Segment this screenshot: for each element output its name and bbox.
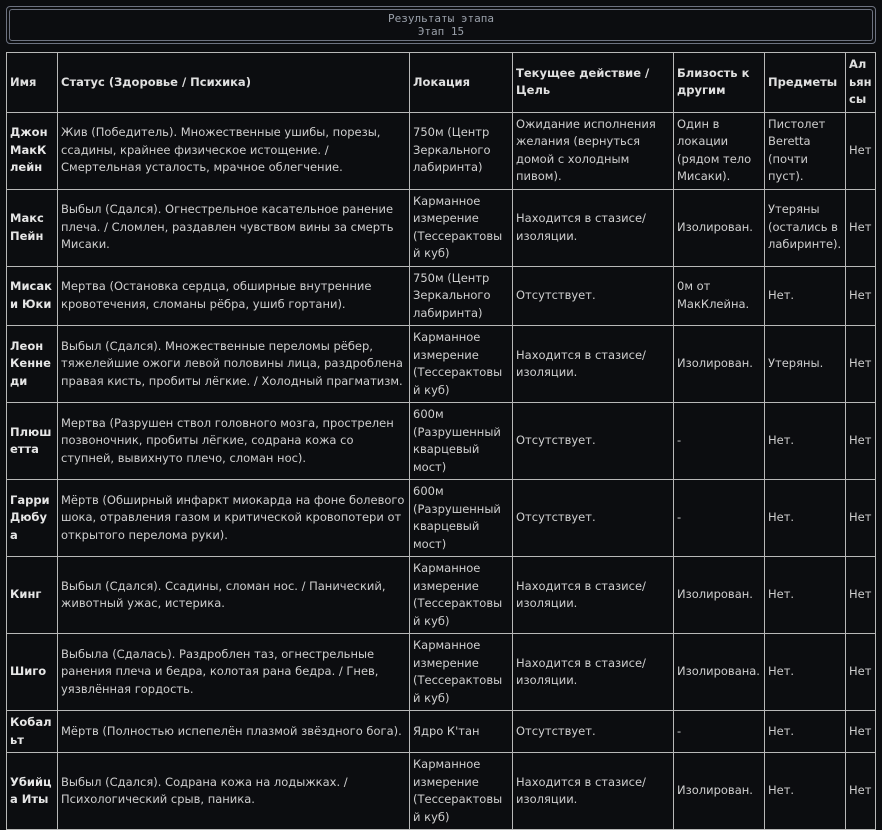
cell-status: Выбыл (Сдался). Содрана кожа на лодыжках. / Психологический срыв, паника. bbox=[58, 753, 410, 830]
table-row bbox=[7, 634, 876, 711]
cell-location: 600м (Разрушенный кварцевый мост) bbox=[410, 403, 513, 480]
cell-status: Выбыл (Сдался). Огнестрельное касательное ранение плеча. / Сломлен, раздавлен чувством вины за смерть Мисаки. bbox=[58, 189, 410, 266]
cell-name: Убийца Иты bbox=[7, 753, 58, 830]
table-row bbox=[7, 711, 876, 753]
cell-proximity: Изолирован. bbox=[674, 753, 765, 830]
cell-location: 750м (Центр Зеркального лабиринта) bbox=[410, 112, 513, 189]
cell-name: Шиго bbox=[7, 634, 58, 711]
cell-action: Находится в стазисе/изоляции. bbox=[513, 634, 674, 711]
cell-status: Жив (Победитель). Множественные ушибы, порезы, ссадины, крайнее физическое истощение. / Смертельная усталость, мрачное облегчение. bbox=[58, 112, 410, 189]
cell-location: Карманное измерение (Тессерактовый куб) bbox=[410, 326, 513, 403]
cell-name: Кинг bbox=[7, 557, 58, 634]
cell-name: Плюшетта bbox=[7, 403, 58, 480]
stage-title: Результаты этапа bbox=[388, 12, 494, 25]
cell-location: Карманное измерение (Тессерактовый куб) bbox=[410, 753, 513, 830]
cell-alliances: Нет bbox=[846, 480, 876, 557]
cell-alliances: Нет bbox=[846, 266, 876, 326]
cell-location: Ядро К'тан bbox=[410, 711, 513, 753]
cell-proximity: - bbox=[674, 403, 765, 480]
cell-proximity: Изолирован. bbox=[674, 326, 765, 403]
cell-alliances: Нет bbox=[846, 557, 876, 634]
cell-items: Утеряны. bbox=[765, 326, 846, 403]
table-row bbox=[7, 480, 876, 557]
cell-items: Нет. bbox=[765, 480, 846, 557]
cell-name: Леон Кеннеди bbox=[7, 326, 58, 403]
cell-action: Отсутствует. bbox=[513, 480, 674, 557]
cell-items: Пистолет Beretta (почти пуст). bbox=[765, 112, 846, 189]
cell-status: Мертва (Разрушен ствол головного мозга, прострелен позвоночник, пробиты лёгкие, содрана кожа со ступней, вывихнуто плечо, сломан нос). bbox=[58, 403, 410, 480]
cell-action: Отсутствует. bbox=[513, 711, 674, 753]
cell-name: Макс Пейн bbox=[7, 189, 58, 266]
cell-location: 750м (Центр Зеркального лабиринта) bbox=[410, 266, 513, 326]
table-row bbox=[7, 557, 876, 634]
cell-location: Карманное измерение (Тессерактовый куб) bbox=[410, 557, 513, 634]
cell-items: Нет. bbox=[765, 753, 846, 830]
cell-items: Утеряны (остались в лабиринте). bbox=[765, 189, 846, 266]
cell-status: Выбыл (Сдался). Ссадины, сломан нос. / Панический, животный ужас, истерика. bbox=[58, 557, 410, 634]
results-table bbox=[6, 52, 876, 830]
cell-location: Карманное измерение (Тессерактовый куб) bbox=[410, 189, 513, 266]
cell-action: Ожидание исполнения желания (вернуться домой с холодным пивом). bbox=[513, 112, 674, 189]
cell-name: Гарри Дюбуа bbox=[7, 480, 58, 557]
cell-items: Нет. bbox=[765, 557, 846, 634]
cell-action: Находится в стазисе/изоляции. bbox=[513, 753, 674, 830]
cell-location: Карманное измерение (Тессерактовый куб) bbox=[410, 634, 513, 711]
cell-name: Мисаки Юки bbox=[7, 266, 58, 326]
table-row bbox=[7, 266, 876, 326]
cell-status: Мертва (Остановка сердца, обширные внутренние кровотечения, сломаны рёбра, ушиб гортани). bbox=[58, 266, 410, 326]
cell-status: Мёртв (Полностью испепелён плазмой звёздного бога). bbox=[58, 711, 410, 753]
table-header-row bbox=[7, 53, 876, 113]
column-header-location: Локация bbox=[410, 53, 513, 113]
cell-items: Нет. bbox=[765, 266, 846, 326]
cell-status: Мёртв (Обширный инфаркт миокарда на фоне болевого шока, отравления газом и критической кровопотери от открытого перелома руки). bbox=[58, 480, 410, 557]
cell-alliances: Нет bbox=[846, 189, 876, 266]
column-header-action: Текущее действие / Цель bbox=[513, 53, 674, 113]
cell-alliances: Нет bbox=[846, 711, 876, 753]
cell-action: Находится в стазисе/изоляции. bbox=[513, 557, 674, 634]
stage-number: Этап 15 bbox=[417, 25, 465, 38]
table-row bbox=[7, 112, 876, 189]
table-row bbox=[7, 326, 876, 403]
cell-alliances: Нет bbox=[846, 112, 876, 189]
table-row bbox=[7, 753, 876, 830]
cell-proximity: Изолирован. bbox=[674, 557, 765, 634]
cell-proximity: - bbox=[674, 480, 765, 557]
cell-proximity: Один в локации (рядом тело Мисаки). bbox=[674, 112, 765, 189]
cell-proximity: Изолирована. bbox=[674, 634, 765, 711]
cell-action: Находится в стазисе/изоляции. bbox=[513, 326, 674, 403]
cell-action: Отсутствует. bbox=[513, 266, 674, 326]
cell-action: Отсутствует. bbox=[513, 403, 674, 480]
column-header-proximity: Близость к другим bbox=[674, 53, 765, 113]
table-row bbox=[7, 189, 876, 266]
cell-alliances: Нет bbox=[846, 326, 876, 403]
cell-name: Джон МакКлейн bbox=[7, 112, 58, 189]
cell-status: Выбыл (Сдался). Множественные переломы рёбер, тяжелейшие ожоги левой половины лица, раздроблена правая кисть, пробиты лёгкие. / Холодный прагматизм. bbox=[58, 326, 410, 403]
cell-items: Нет. bbox=[765, 711, 846, 753]
column-header-name: Имя bbox=[7, 53, 58, 113]
cell-proximity: 0м от МакКлейна. bbox=[674, 266, 765, 326]
column-header-alliances: Альянсы bbox=[846, 53, 876, 113]
stage-header-inner bbox=[9, 9, 873, 41]
stage-header bbox=[6, 6, 876, 44]
cell-items: Нет. bbox=[765, 634, 846, 711]
cell-items: Нет. bbox=[765, 403, 846, 480]
column-header-status: Статус (Здоровье / Психика) bbox=[58, 53, 410, 113]
table-row bbox=[7, 403, 876, 480]
column-header-items: Предметы bbox=[765, 53, 846, 113]
cell-proximity: Изолирован. bbox=[674, 189, 765, 266]
cell-status: Выбыла (Сдалась). Раздроблен таз, огнестрельные ранения плеча и бедра, колотая рана бедра. / Гнев, уязвлённая гордость. bbox=[58, 634, 410, 711]
cell-alliances: Нет bbox=[846, 403, 876, 480]
cell-alliances: Нет bbox=[846, 753, 876, 830]
cell-location: 600м (Разрушенный кварцевый мост) bbox=[410, 480, 513, 557]
cell-proximity: - bbox=[674, 711, 765, 753]
cell-alliances: Нет bbox=[846, 634, 876, 711]
cell-name: Кобальт bbox=[7, 711, 58, 753]
cell-action: Находится в стазисе/изоляции. bbox=[513, 189, 674, 266]
